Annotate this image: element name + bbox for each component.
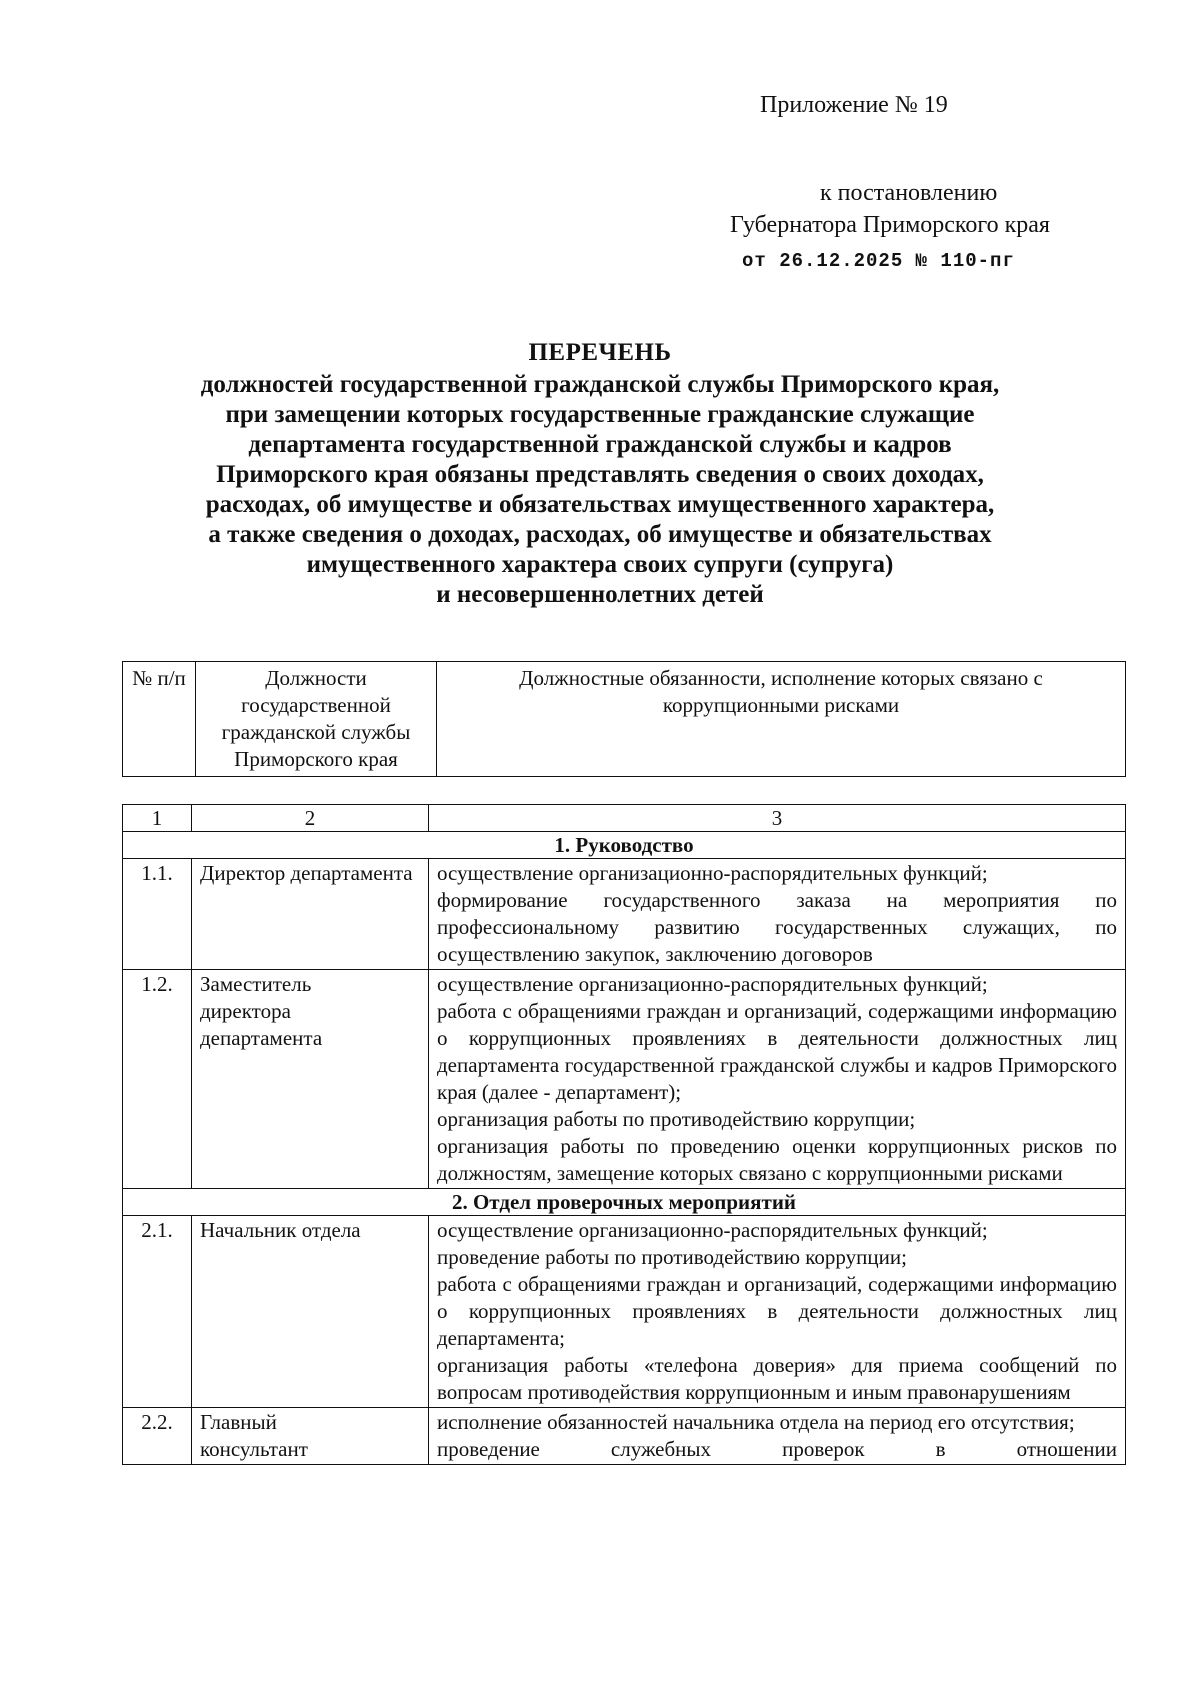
table-row [123, 970, 1126, 1189]
row-duties [429, 859, 1126, 970]
header-position: Должности государственной гражданской службы Приморского края [196, 662, 437, 777]
appendix-number: Приложение № 19 [760, 92, 948, 118]
duty-item: работа с обращениями граждан и организаций, содержащими информацию о коррупционных проявлениях в деятельности должностных лиц департамента; [437, 1272, 1117, 1350]
row-number: 1.2. [123, 970, 192, 1189]
section-title-text: 1. Руководство [554, 833, 694, 857]
column-number: 1 [123, 805, 192, 832]
table-row [123, 1408, 1126, 1465]
row-position: Заместитель директора департамента [192, 970, 429, 1189]
header-row [123, 662, 1126, 777]
title-line: Приморского края обязаны представлять сведения о своих доходах, [216, 461, 984, 488]
section-title-text: 2. Отдел проверочных мероприятий [451, 1190, 797, 1214]
duty-item: работа с обращениями граждан и организаций, содержащими информацию о коррупционных проявлениях в деятельности должностных лиц департамента государственной гражданской службы и кадров Приморского края (далее - департамент); [437, 999, 1117, 1104]
title-line: а также сведения о доходах, расходах, об имуществе и обязательствах [208, 521, 992, 548]
column-numbers-row [123, 805, 1126, 832]
title-line: департамента государственной гражданской службы и кадров [248, 431, 952, 458]
title-line: расходах, об имуществе и обязательствах имущественного характера, [205, 491, 995, 518]
row-number: 2.1. [123, 1216, 192, 1408]
duty-item: организация работы по противодействию коррупции; [437, 1107, 916, 1131]
title-line: имущественного характера своих супруги (супруга) [306, 551, 894, 578]
table-row [123, 1216, 1126, 1408]
title-line: и несовершеннолетних детей [436, 581, 764, 608]
row-position: Директор департамента [192, 859, 429, 970]
row-position: Начальник отдела [192, 1216, 429, 1408]
title-line: должностей государственной гражданской службы Приморского края, [200, 371, 1000, 398]
row-duties [429, 1216, 1126, 1408]
duty-item: организация работы по проведению оценки коррупционных рисков по должностям, замещение которых связано с коррупционными рисками [437, 1134, 1117, 1185]
header-duties [437, 662, 1126, 777]
duty-item: исполнение обязанностей начальника отдела на период его отсутствия; [437, 1410, 1075, 1434]
section-row [123, 832, 1126, 859]
title-main: ПЕРЕЧЕНЬ [528, 339, 672, 366]
duty-item: организация работы «телефона доверия» для приема сообщений по вопросам противодействия коррупционным и иным правонарушениям [437, 1353, 1117, 1404]
duty-item: осуществление организационно-распорядительных функций; [437, 1218, 988, 1242]
row-number: 1.1. [123, 859, 192, 970]
decree-date-number: от 26.12.2025 № 110-пг [742, 250, 1015, 272]
header-table [122, 661, 1126, 777]
section-title [123, 832, 1126, 859]
duty-item: осуществление организационно-распорядительных функций; [437, 861, 988, 885]
row-duties [429, 1408, 1126, 1465]
section-row [123, 1189, 1126, 1216]
row-number: 2.2. [123, 1408, 192, 1465]
title-line: при замещении которых государственные гражданские служащие [225, 401, 975, 428]
header-duties-text: Должностные обязанности, исполнение которых связано с коррупционными рисками [519, 666, 1043, 717]
header-num: № п/п [123, 662, 196, 777]
decree-reference: к постановлению [820, 180, 998, 206]
section-title [123, 1189, 1126, 1216]
row-duties [429, 970, 1126, 1189]
column-number: 2 [192, 805, 429, 832]
row-position: Главный консультант [192, 1408, 429, 1465]
duty-item: проведение служебных проверок в отношении [437, 1437, 1117, 1461]
document-title [140, 338, 1060, 610]
duty-item: проведение работы по противодействию коррупции; [437, 1245, 907, 1269]
positions-table [122, 804, 1126, 1465]
governor-line: Губернатора Приморского края [730, 212, 1050, 238]
duty-item: формирование государственного заказа на мероприятия по профессиональному развитию государственных служащих, по осуществлению закупок, заключению договоров [437, 888, 1117, 966]
duty-item: осуществление организационно-распорядительных функций; [437, 972, 988, 996]
table-row [123, 859, 1126, 970]
column-number: 3 [429, 805, 1126, 832]
